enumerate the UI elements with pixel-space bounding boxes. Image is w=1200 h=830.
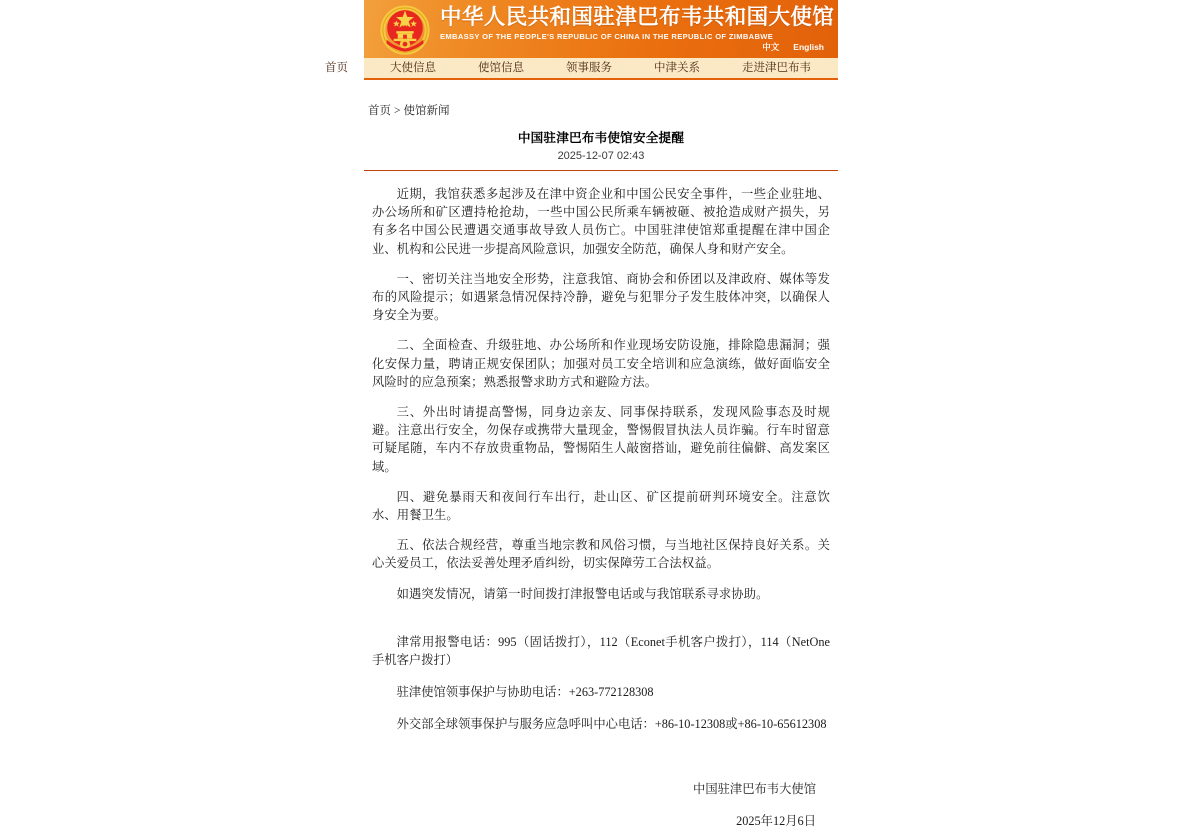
language-link-english[interactable]: English xyxy=(793,42,824,52)
nav-item-home[interactable]: 首页 xyxy=(325,62,348,74)
banner-inner xyxy=(364,0,838,58)
signature-organization: 中国驻津巴布韦大使馆 xyxy=(693,781,816,796)
article-paragraph: 五、依法合规经营，尊重当地宗教和风俗习惯，与当地社区保持良好关系。关心关爱员工，依法妥善处理矛盾纠纷，切实保障劳工合法权益。 xyxy=(372,538,830,571)
breadcrumb xyxy=(364,80,838,118)
title-divider xyxy=(364,170,838,171)
china-national-emblem-icon xyxy=(378,2,432,56)
nav-item-consular-services[interactable]: 领事服务 xyxy=(566,62,612,74)
breadcrumb-current[interactable]: 使馆新闻 xyxy=(403,105,450,117)
article-paragraph: 三、外出时请提高警惕，同身边亲友、同事保持联系，发现风险事态及时规避。注意出行安全，勿保存或携带大量现金，警惕假冒执法人员诈骗。行车时留意可疑尾随，车内不存放贵重物品，警惕陌生人敲窗搭讪，避免前往偏僻、高发案区域。 xyxy=(372,405,830,474)
nav-item-about-zimbabwe[interactable]: 走进津巴布韦 xyxy=(742,62,811,74)
language-switcher xyxy=(762,41,824,53)
article-paragraph: 近期，我馆获悉多起涉及在津中资企业和中国公民安全事件，一些企业驻地、办公场所和矿区遭持枪抢劫，一些中国公民所乘车辆被砸、被抢造成财产损失，另有多名中国公民遭遇交通事故导致人员伤亡。中国驻津使馆郑重提醒在津中国企业、机构和公民进一步提高风险意识，加强安全防范，确保人身和财产安全。 xyxy=(372,187,830,256)
banner-title-block xyxy=(440,5,835,42)
banner-title-english: EMBASSY OF THE PEOPLE'S REPUBLIC OF CHINA IN THE REPUBLIC OF ZIMBABWE xyxy=(440,32,774,41)
breadcrumb-separator: > xyxy=(394,105,401,117)
article-paragraph: 一、密切关注当地安全形势，注意我馆、商协会和侨团以及津政府、媒体等发布的风险提示；如遇紧急情况保持冷静，避免与犯罪分子发生肢体冲突，以确保人身安全为要。 xyxy=(372,271,830,323)
article-paragraph: 如遇突发情况，请第一时间拨打津报警电话或与我馆联系寻求协助。 xyxy=(396,586,769,601)
breadcrumb-home[interactable]: 首页 xyxy=(368,105,391,117)
nav-item-bilateral-relations[interactable]: 中津关系 xyxy=(654,62,700,74)
contact-line-embassy: 驻津使馆领事保护与协助电话：+263-772128308 xyxy=(396,685,654,700)
article-timestamp: 2025-12-07 02:43 xyxy=(557,150,645,162)
nav-item-ambassador[interactable]: 大使信息 xyxy=(390,62,436,74)
nav-item-embassy-info[interactable]: 使馆信息 xyxy=(478,62,524,74)
nav-list xyxy=(304,58,832,78)
site-column xyxy=(325,0,838,830)
site-banner xyxy=(364,0,838,58)
banner-title-chinese: 中华人民共和国驻津巴布韦共和国大使馆 xyxy=(440,5,835,29)
contact-line-mfa-hotline: 外交部全球领事保护与服务应急呼叫中心电话：+86-10-12308或+86-10-65612308 xyxy=(396,717,827,732)
article-paragraph: 四、避免暴雨天和夜间行车出行，赴山区、矿区提前研判环境安全。注意饮水、用餐卫生。 xyxy=(372,489,830,523)
article-paragraph: 二、全面检查、升级驻地、办公场所和作业现场安防设施，排除隐患漏洞；强化安保力量，聘请正规安保团队；加强对员工安全培训和应急演练，做好面临安全风险时的应急预案；熟悉报警求助方式和避险方法。 xyxy=(372,338,830,389)
content-area xyxy=(364,80,838,830)
emergency-contacts xyxy=(364,633,838,734)
page-title: 中国驻津巴布韦使馆安全提醒 xyxy=(517,131,685,145)
article-body xyxy=(364,185,838,603)
signature-block xyxy=(364,780,838,830)
main-navigation xyxy=(325,58,838,80)
signature-date: 2025年12月6日 xyxy=(736,813,816,828)
contact-line-police: 津常用报警电话：995（固话拨打），112（Econet手机客户拨打），114（NetOne手机客户拨打） xyxy=(372,634,830,668)
language-link-chinese[interactable]: 中文 xyxy=(762,42,780,52)
article-header xyxy=(364,130,838,165)
